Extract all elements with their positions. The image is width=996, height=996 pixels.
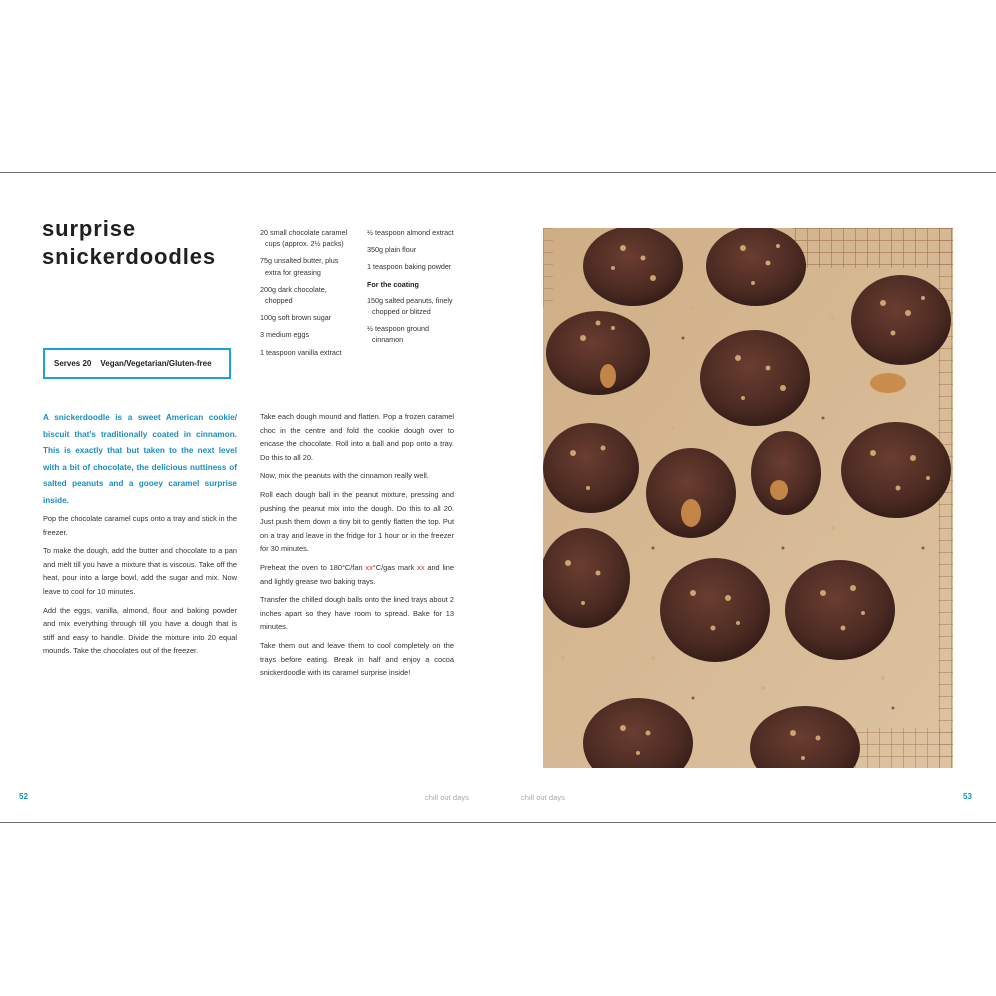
serves-label: Serves 20	[54, 359, 92, 368]
recipe-title	[42, 215, 216, 271]
ingredients-column-1	[260, 227, 355, 364]
method-step: To make the dough, add the butter and chocolate to a pan and melt till you have a mixture that is viscous. Take off the heat, pour into a large bowl, add the sugar and mix. Now leave to cool for 10 minutes.	[43, 546, 237, 596]
oven-text-c: and line and lightly grease two baking trays.	[260, 562, 454, 586]
ingredient-item: 1 teaspoon baking powder	[367, 262, 452, 272]
method-step: Roll each dough ball in the peanut mixture, pressing and pushing the peanut mix into the dough. Do this to all 20. Just push them down a tiny bit to gently flatten the top. Put on a tray and leave in the fridge for 1 hour or in the freezer for 30 minutes.	[260, 489, 454, 554]
method-step: Pop the chocolate caramel cups onto a tray and stick in the freezer.	[43, 514, 237, 537]
title-line-1: surprise	[42, 216, 137, 241]
cookies-photo	[543, 228, 953, 768]
missing-value-mark: xx	[417, 562, 425, 572]
method-step: Add the eggs, vanilla, almond, flour and baking powder and mix everything through till you have a dough that is stiff and easy to handle. Divide the mixture into 20 equal mounds. Take the chocolates out of the freezer.	[43, 605, 237, 656]
method-step: Now, mix the peanuts with the cinnamon really well.	[260, 471, 429, 481]
method-step: Take each dough mound and flatten. Pop a frozen caramel choc in the centre and fold the cookie dough over to encase the chocolate. Roll into a ball and pop onto a tray. Do this to all 20.	[260, 412, 454, 462]
running-footer-right: chill out days	[521, 793, 565, 802]
ingredient-item: 1 teaspoon vanilla extract	[260, 347, 342, 357]
diet-label: Vegan/Vegetarian/Gluten-free	[100, 359, 212, 368]
ingredients-column-2	[367, 227, 459, 352]
serves-info-box	[43, 348, 231, 379]
oven-text-b: °C/gas mark	[372, 562, 418, 572]
missing-value-mark: xx	[365, 562, 373, 572]
ingredient-item: 75g unsalted butter, plus extra for greasing	[260, 256, 339, 277]
intro-text: A snickerdoodle is a sweet American cookie/ biscuit that’s traditionally coated in cinnamon. This is exactly that but taken to the next level with a bit of chocolate, the delicious nuttiness of salted peanuts and a gooey caramel surprise inside.	[43, 413, 237, 505]
running-footer-left: chill out days	[425, 793, 469, 802]
ingredient-item: 150g salted peanuts, finely chopped or blitzed	[367, 295, 453, 317]
method-column-right	[260, 410, 454, 685]
cookies-photo-svg	[543, 228, 953, 768]
bottom-rule	[0, 822, 996, 823]
coating-heading: For the coating	[367, 279, 419, 289]
method-step: Transfer the chilled dough balls onto the lined trays about 2 inches apart so they have room to spread. Bake for 13 minutes.	[260, 595, 454, 632]
ingredient-item: 20 small chocolate caramel cups (approx. 2½ packs)	[260, 228, 348, 249]
method-column-left	[43, 512, 237, 663]
ingredient-item: 3 medium eggs	[260, 330, 310, 340]
ingredient-item: 100g soft brown sugar	[260, 313, 332, 323]
ingredient-item: ½ teaspoon ground cinnamon	[367, 324, 429, 345]
title-line-2: snickerdoodles	[42, 244, 216, 269]
oven-text-a: Preheat the oven to 180°C/fan	[260, 562, 366, 572]
page-number-right: 53	[963, 792, 972, 801]
book-spread	[0, 173, 996, 822]
ingredient-item: 200g dark chocolate, chopped	[260, 284, 327, 306]
method-step: Take them out and leave them to cool completely on the trays before eating. Break in half and enjoy a cocoa snickerdoodle with its caramel surprise inside!	[260, 640, 454, 678]
ingredient-item: ½ teaspoon almond extract	[367, 228, 454, 237]
page-number-left: 52	[19, 792, 28, 801]
ingredient-item: 350g plain flour	[367, 245, 417, 255]
method-step-oven	[260, 561, 454, 588]
